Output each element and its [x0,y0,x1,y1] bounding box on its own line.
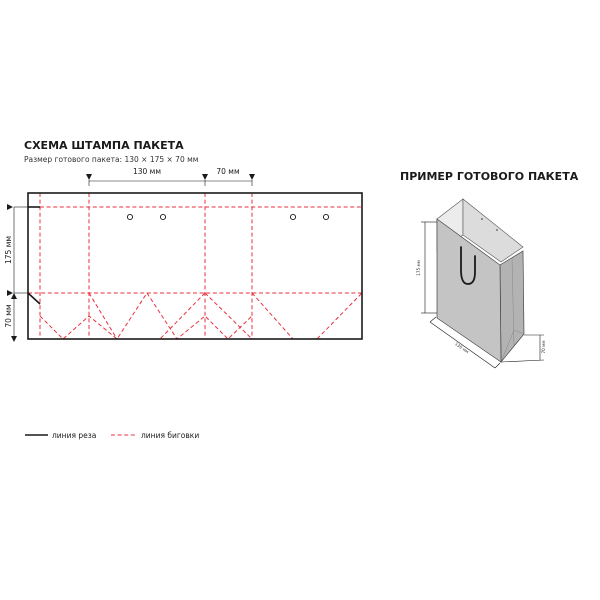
marker-triangle-icon [86,174,92,180]
fold-line-diagonal [205,293,252,339]
marker-triangle-icon [202,174,208,180]
handle-hole-icon [160,214,165,219]
handle-hole-icon [323,214,328,219]
fold-lines [28,193,362,339]
marker-triangle-icon [7,204,13,210]
die-layout [28,193,362,339]
bag-hole-icon [481,218,483,220]
marker-triangle-icon [11,293,17,299]
handle-holes [127,214,328,219]
bag-width-label: 130 мм [454,341,470,355]
marker-triangle-icon [7,290,13,296]
cut-flap-diagonal [28,293,40,304]
legend-cut-label: линия реза [52,431,97,440]
marker-triangle-icon [249,174,255,180]
fold-line-diagonal [89,293,117,339]
scheme-title: СХЕМА ШТАМПА ПАКЕТА [24,139,184,152]
cut-lines [28,193,362,339]
fold-line-diagonal [252,293,362,339]
dim-bottom-label: 70 мм [4,304,13,328]
fold-line-bottom-gusset [40,293,252,339]
bag-hole-icon [496,229,498,231]
dim-width-label: 130 мм [132,167,162,176]
example-title: ПРИМЕР ГОТОВОГО ПАКЕТА [400,170,579,183]
scheme-subtitle: Размер готового пакета: 130 × 175 × 70 мм [24,155,199,164]
legend [25,431,199,440]
bag-illustration [416,199,546,368]
top-dimensions [86,167,255,186]
fold-line-diagonal [160,293,205,339]
left-dimensions [4,204,28,342]
dim-side-label: 70 мм [216,167,240,176]
cut-outline [28,193,362,339]
dim-tick [430,317,436,322]
handle-hole-icon [127,214,132,219]
dim-height-label: 175 мм [4,235,13,265]
legend-fold-label: линия биговки [141,431,200,440]
bag-height-label: 175 мм [416,260,421,276]
marker-triangle-icon [11,336,17,342]
dim-tick [495,363,500,368]
handle-hole-icon [290,214,295,219]
bag-depth-label: 70 мм [541,340,546,354]
dim-tick [501,360,544,362]
